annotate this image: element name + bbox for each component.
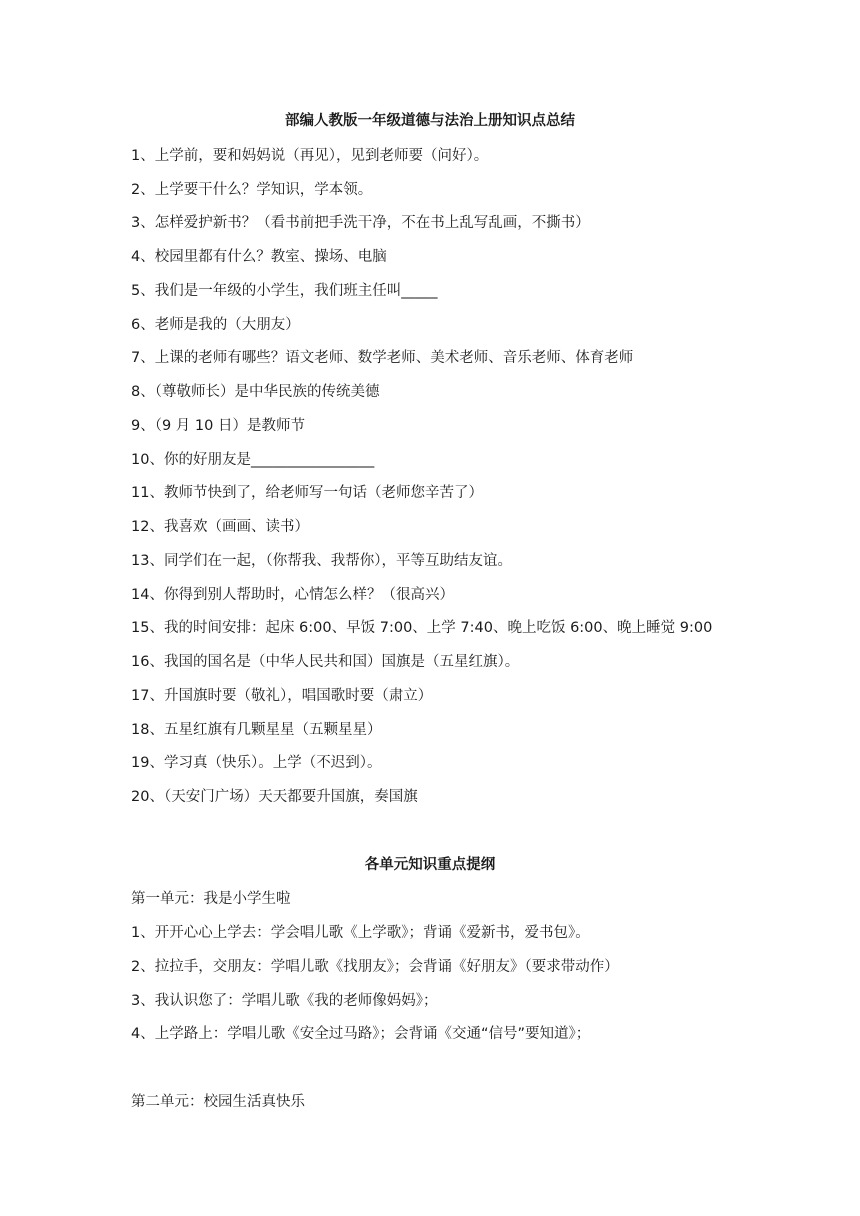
list-item: 13、同学们在一起，（你帮我、我帮你），平等互助结友谊。 [131, 553, 512, 569]
list-item: 5、我们是一年级的小学生，我们班主任叫_____ [131, 283, 438, 299]
list-item: 3、我认识您了：学唱儿歌《我的老师像妈妈》； [131, 993, 438, 1009]
list-item: 7、上课的老师有哪些？语文老师、数学老师、美术老师、音乐老师、体育老师 [131, 350, 634, 366]
unit-heading: 第二单元：校园生活真快乐 [131, 1094, 305, 1110]
list-item: 6、老师是我的（大朋友） [131, 317, 300, 333]
unit-heading: 第一单元：我是小学生啦 [131, 891, 291, 907]
list-item: 9、（9 月 10 日）是教师节 [131, 418, 305, 434]
section-title: 各单元知识重点提纲 [364, 857, 496, 873]
list-item: 1、上学前，要和妈妈说（再见），见到老师要（问好）。 [131, 148, 489, 164]
list-item: 18、五星红旗有几颗星星（五颗星星） [131, 722, 382, 738]
list-item: 16、我国的国名是（中华人民共和国）国旗是（五星红旗）。 [131, 654, 520, 670]
list-item: 12、我喜欢（画画、读书） [131, 519, 309, 535]
list-item: 2、拉拉手，交朋友：学唱儿歌《找朋友》；会背诵《好朋友》（要求带动作） [131, 959, 619, 975]
list-item: 20、（天安门广场）天天都要升国旗，奏国旗 [131, 789, 418, 805]
list-item: 4、校园里都有什么？教室、操场、电脑 [131, 249, 387, 265]
list-item: 11、教师节快到了，给老师写一句话（老师您辛苦了） [131, 485, 483, 501]
list-item: 8、（尊敬师长）是中华民族的传统美德 [131, 384, 380, 400]
document-title: 部编人教版一年级道德与法治上册知识点总结 [285, 113, 575, 129]
list-item: 3、怎样爱护新书？（看书前把手洗干净，不在书上乱写乱画，不撕书） [131, 215, 590, 231]
list-item: 19、学习真（快乐）。上学（不迟到）。 [131, 755, 382, 771]
list-item: 4、上学路上：学唱儿歌《安全过马路》；会背诵《交通“信号”要知道》； [131, 1026, 591, 1042]
list-item: 14、你得到别人帮助时，心情怎么样？（很高兴） [131, 587, 454, 603]
list-item: 10、你的好朋友是_________________ [131, 452, 375, 468]
list-item: 2、上学要干什么？学知识，学本领。 [131, 182, 373, 198]
list-item: 1、开开心心上学去：学会唱儿歌《上学歌》；背诵《爱新书，爱书包》。 [131, 925, 590, 941]
list-item: 17、升国旗时要（敬礼），唱国歌时要（肃立） [131, 688, 433, 704]
list-item: 15、我的时间安排：起床 6:00、早饭 7:00、上学 7:40、晚上吃饭 6:00、晚上睡觉 9:00 [131, 620, 713, 636]
